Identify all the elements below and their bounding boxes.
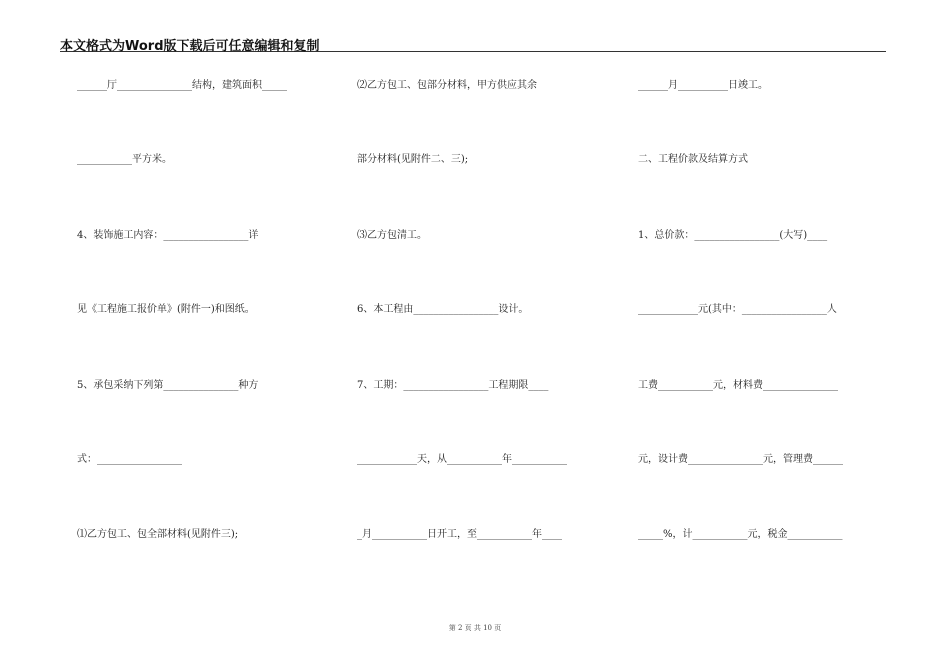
text-line: 4、装饰施工内容：_________________详: [77, 230, 259, 241]
text-line: 6、本工程由_________________设计。: [357, 304, 529, 315]
text-line: ____________天，从___________年___________: [357, 454, 567, 465]
page-header: [60, 33, 886, 52]
text-line: _月___________日开工，至___________年____: [357, 529, 562, 540]
text-line: 工费___________元，材料费_______________: [638, 380, 838, 391]
text-line: 7、工期：_________________工程期限____: [357, 380, 549, 391]
text-line: 式：_________________: [77, 454, 182, 465]
text-line: 元，设计费_______________元，管理费______: [638, 454, 843, 465]
text-line: ___________平方米。: [77, 154, 172, 165]
text-line: 见《工程施工报价单》(附件一)和图纸。: [77, 304, 255, 315]
text-line: ____________元(其中：_________________人: [638, 304, 837, 315]
text-line: 5、承包采纳下列第_______________种方: [77, 380, 259, 391]
text-line: ⑵乙方包工、包部分材料，甲方供应其余: [357, 80, 537, 91]
text-line: ⑴乙方包工、包全部材料(见附件三);: [77, 529, 239, 540]
text-line: 部分材料(见附件二、三);: [357, 154, 469, 165]
text-line: ______月__________日竣工。: [638, 80, 768, 91]
text-line: ______厅_______________结构，建筑面积_____: [77, 80, 287, 91]
header-title: 本文格式为Word版下载后可任意编辑和复制: [60, 39, 320, 54]
text-line: _____%，计___________元，税金___________: [638, 529, 843, 540]
page-number: 第 2 页 共 10 页: [448, 624, 502, 632]
text-line: 1、总价款：_________________(大写)____: [638, 230, 828, 241]
text-line: ⑶乙方包清工。: [357, 230, 427, 241]
text-line: 二、工程价款及结算方式: [638, 154, 748, 165]
